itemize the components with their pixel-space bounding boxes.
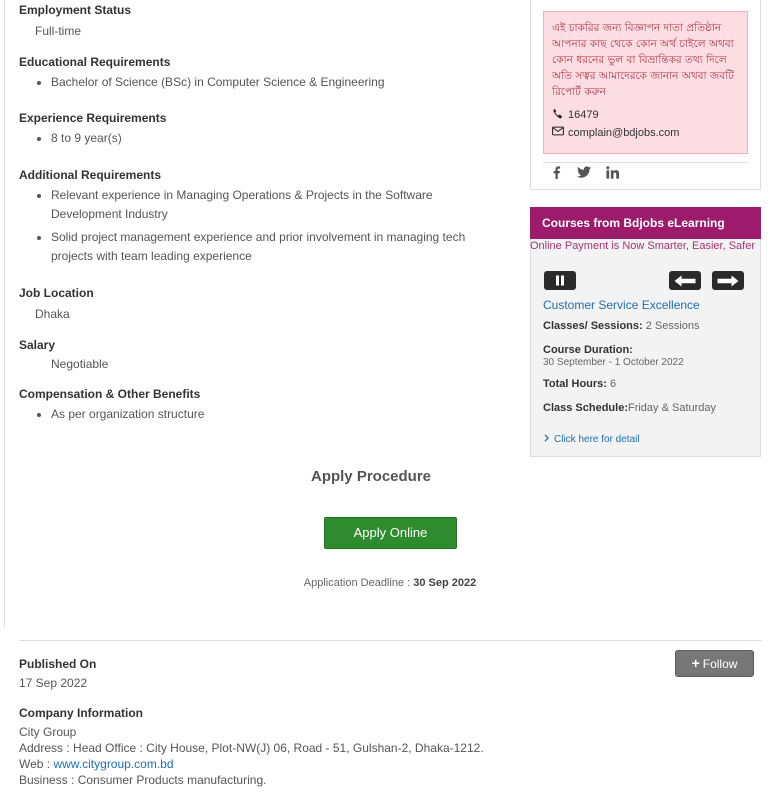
schedule-value: Friday & Saturday xyxy=(627,402,717,414)
educational-requirements-list xyxy=(19,73,499,96)
educational-requirements-title: Educational Requirements xyxy=(19,55,171,69)
company-business: Business : Consumer Products manufacturing. xyxy=(19,773,267,787)
list-item: • Bachelor of Science (BSc) in Computer Science & Engineering xyxy=(51,73,499,92)
previous-button[interactable] xyxy=(669,271,701,290)
section-divider xyxy=(19,640,762,641)
company-web xyxy=(19,757,174,771)
published-on-value: 17 Sep 2022 xyxy=(19,676,88,690)
courses-header: Courses from Bdjobs eLearning xyxy=(530,207,761,239)
warning-email xyxy=(552,126,739,139)
envelope-icon xyxy=(552,126,566,139)
job-location-title: Job Location xyxy=(19,286,94,300)
company-information-title: Company Information xyxy=(19,706,144,720)
course-detail-link[interactable] xyxy=(543,434,640,445)
courses-promo-text: Online Payment is Now Smarter, Easier, Safer xyxy=(530,240,755,252)
course-schedule xyxy=(543,402,716,414)
duration-label: Course Duration: xyxy=(543,344,633,356)
classes-label: Classes/ Sessions: xyxy=(543,320,643,332)
phone-icon xyxy=(552,108,566,122)
hours-label: Total Hours: xyxy=(543,378,607,390)
salary-value: Negotiable xyxy=(51,357,109,371)
arrow-right-icon xyxy=(717,275,739,287)
plus-icon: + xyxy=(691,655,700,671)
detail-link-label: Click here for detail xyxy=(554,434,640,445)
fraud-warning-box xyxy=(543,11,748,154)
linkedin-icon[interactable] xyxy=(604,166,620,182)
compensation-title: Compensation & Other Benefits xyxy=(19,387,201,401)
schedule-label: Class Schedule: xyxy=(543,402,628,414)
pause-button[interactable] xyxy=(544,271,576,290)
job-location-value: Dhaka xyxy=(35,307,70,321)
next-button[interactable] xyxy=(712,271,744,290)
hours-value: 6 xyxy=(610,378,617,390)
list-item: • As per organization structure xyxy=(51,405,499,424)
salary-title: Salary xyxy=(19,338,56,352)
duration-value: 30 September - 1 October 2022 xyxy=(543,357,684,368)
facebook-icon[interactable] xyxy=(548,166,564,182)
employment-status-value: Full-time xyxy=(35,24,82,38)
chevron-right-icon xyxy=(543,434,550,442)
warning-phone-number: 16479 xyxy=(568,109,599,121)
deadline-value: 30 Sep 2022 xyxy=(413,577,477,589)
apply-procedure-title: Apply Procedure xyxy=(310,468,432,485)
web-label: Web : xyxy=(19,757,54,771)
course-title-link[interactable]: Customer Service Excellence xyxy=(543,298,700,312)
experience-requirements-list xyxy=(19,129,499,152)
application-deadline xyxy=(0,577,777,589)
list-item: • Relevant experience in Managing Operations & Projects in the Software Development Industry xyxy=(51,186,489,224)
additional-requirements-title: Additional Requirements xyxy=(19,168,162,182)
follow-label: Follow xyxy=(702,657,738,671)
company-address: Address : Head Office : City House, Plot-NW(J) 06, Road - 51, Gulshan-2, Dhaka-1212. xyxy=(19,741,484,755)
left-border xyxy=(4,0,5,628)
arrow-left-icon xyxy=(674,275,696,287)
twitter-icon[interactable] xyxy=(576,166,592,182)
course-hours xyxy=(543,378,616,390)
compensation-list xyxy=(19,405,499,428)
apply-online-button[interactable]: Apply Online xyxy=(324,517,457,549)
warning-email-address[interactable]: complain@bdjobs.com xyxy=(568,126,680,139)
company-name: City Group xyxy=(19,725,77,739)
list-item: • Solid project management experience and prior involvement in managing tech projects with team leading experience xyxy=(51,228,489,266)
published-on-title: Published On xyxy=(19,657,97,671)
course-classes xyxy=(543,320,700,332)
company-web-link[interactable]: www.citygroup.com.bd xyxy=(53,757,174,771)
social-divider xyxy=(543,162,748,163)
course-duration xyxy=(543,344,684,368)
pause-icon xyxy=(555,275,565,286)
warning-phone xyxy=(552,108,739,122)
employment-status-title: Employment Status xyxy=(19,3,132,17)
experience-requirements-title: Experience Requirements xyxy=(19,111,167,125)
deadline-label: Application Deadline : xyxy=(303,577,414,589)
follow-button[interactable] xyxy=(675,650,754,677)
fraud-warning-text: এই চাকরির জন্য বিজ্ঞাপন দাতা প্রতিষ্ঠান আপনার কাছ থেকে কোন অর্থ চাইলে অথবা কোন ধরনের ভুল বা বিভ্রান্তিকর তথ্য দিলে অতি সত্বর আমাদেরকে জানান অথবা জবটি রিপোর্ট করুন xyxy=(552,22,734,98)
social-share xyxy=(548,166,620,182)
classes-value: 2 Sessions xyxy=(645,320,700,332)
list-item: • 8 to 9 year(s) xyxy=(51,129,499,148)
additional-requirements-list xyxy=(19,186,489,270)
